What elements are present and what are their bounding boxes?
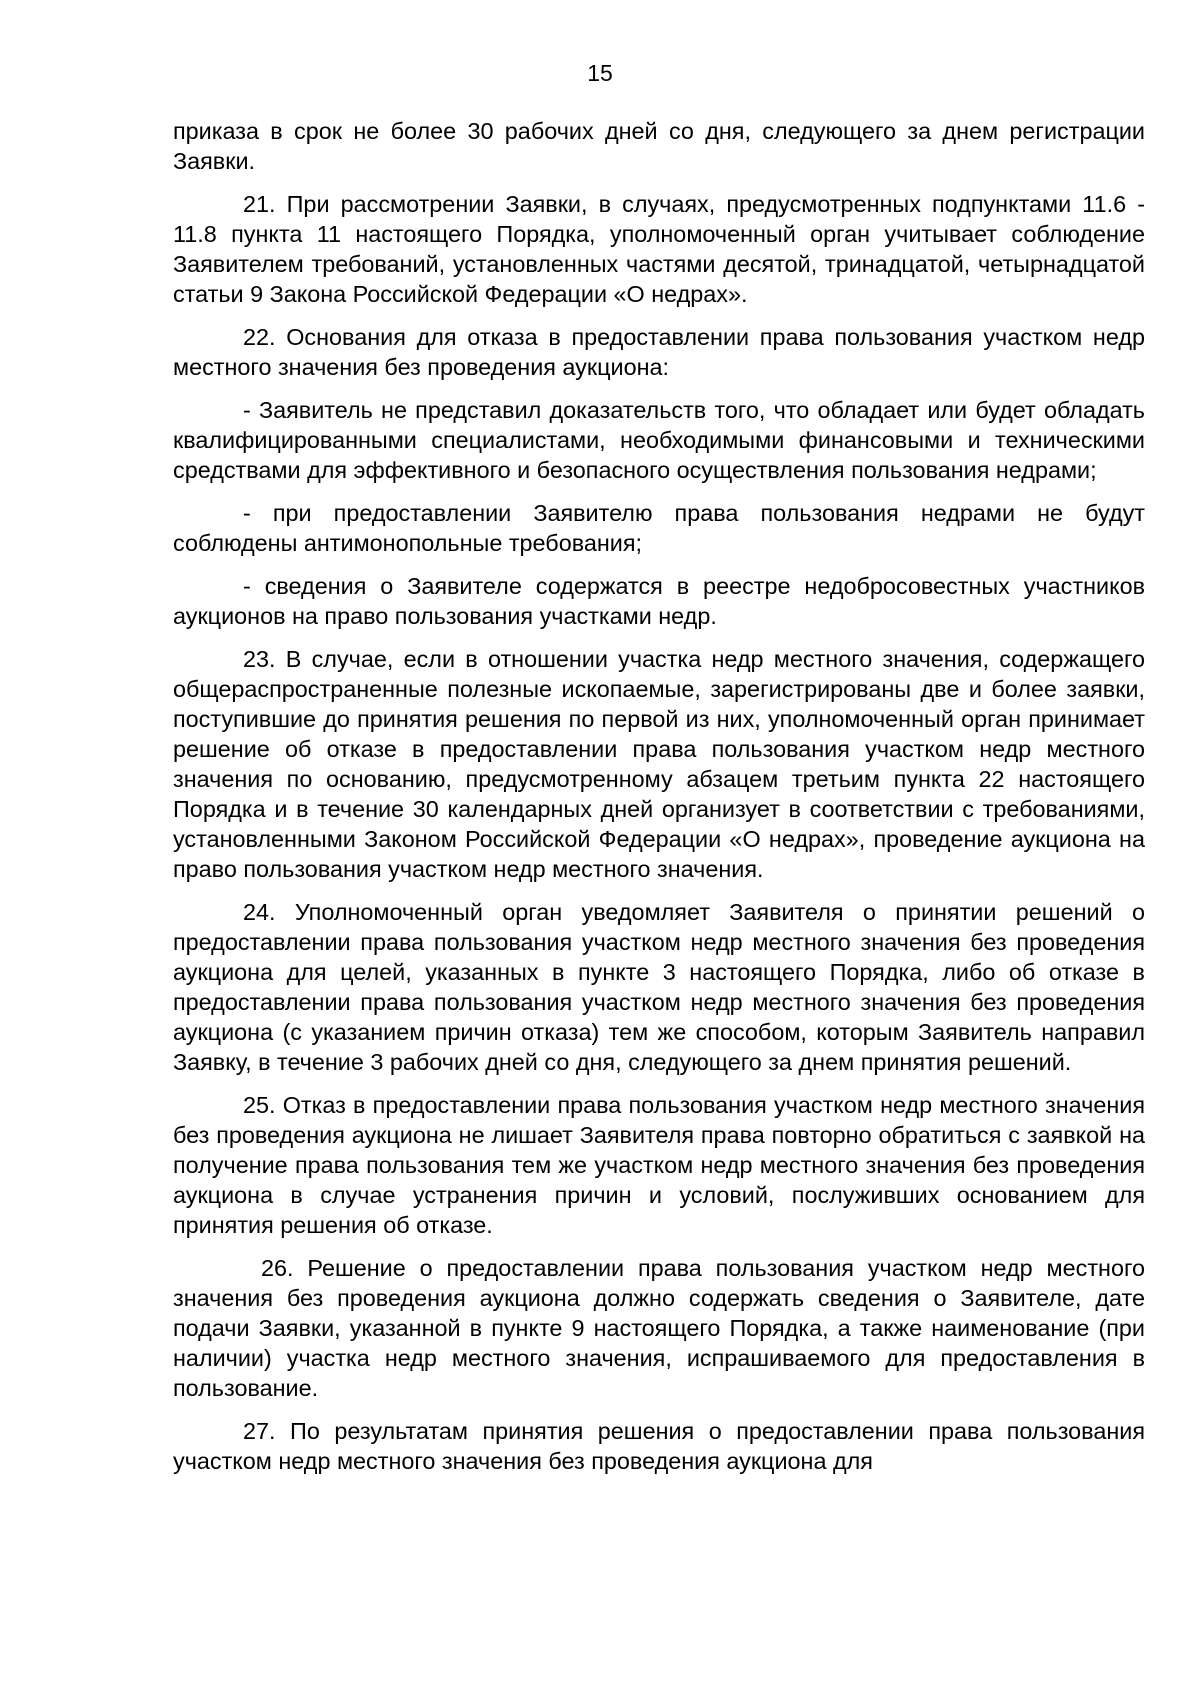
paragraph-27: 27. По результатам принятия решения о предоставлении права пользования участком недр местного значения без проведения аукциона для bbox=[173, 1418, 1145, 1474]
paragraph-23: 23. В случае, если в отношении участка недр местного значения, содержащего общераспространенные полезные ископаемые, зарегистрированы две и более заявки, поступившие до принятия решения по первой из них, уполномоченный орган принимает решение об отказе в предоставлении права пользования участком недр местного значения по основанию, предусмотренному абзацем третьим пункта 22 настоящего Порядка и в течение 30 календарных дней организует в соответствии с требованиями, установленными Законом Российской Федерации «О недрах», проведение аукциона на право пользования участком недр местного значения. bbox=[173, 646, 1145, 882]
paragraph-continuation: приказа в срок не более 30 рабочих дней со дня, следующего за днем регистрации Заявки. bbox=[173, 118, 1145, 174]
document-body bbox=[173, 116, 1145, 1489]
paragraph-21: 21. При рассмотрении Заявки, в случаях, предусмотренных подпунктами 11.6 - 11.8 пункта 11 настоящего Порядка, уполномоченный орган учитывает соблюдение Заявителем требований, установленных частями десятой, тринадцатой, четырнадцатой статьи 9 Закона Российской Федерации «О недрах». bbox=[173, 191, 1145, 307]
paragraph-22: 22. Основания для отказа в предоставлении права пользования участком недр местного значения без проведения аукциона: bbox=[173, 324, 1145, 380]
list-item-antimonopoly: - при предоставлении Заявителю права пользования недрами не будут соблюдены антимонопольные требования; bbox=[173, 500, 1145, 556]
list-item-registry: - сведения о Заявителе содержатся в реестре недобросовестных участников аукционов на право пользования участками недр. bbox=[173, 573, 1145, 629]
list-item-qualification: - Заявитель не представил доказательств того, что обладает или будет обладать квалифицированными специалистами, необходимыми финансовыми и техническими средствами для эффективного и безопасного осуществления пользования недрами; bbox=[173, 397, 1145, 483]
paragraph-25: 25. Отказ в предоставлении права пользования участком недр местного значения без проведения аукциона не лишает Заявителя права повторно обратиться с заявкой на получение права пользования тем же участком недр местного значения без проведения аукциона в случае устранения причин и условий, послуживших основанием для принятия решения об отказе. bbox=[173, 1092, 1145, 1238]
paragraph-24: 24. Уполномоченный орган уведомляет Заявителя о принятии решений о предоставлении права пользования участком недр местного значения без проведения аукциона для целей, указанных в пункте 3 настоящего Порядка, либо об отказе в предоставлении права пользования участком недр местного значения без проведения аукциона (с указанием причин отказа) тем же способом, которым Заявитель направил Заявку, в течение 3 рабочих дней со дня, следующего за днем принятия решений. bbox=[173, 899, 1145, 1075]
paragraph-26: 26. Решение о предоставлении права пользования участком недр местного значения без проведения аукциона должно содержать сведения о Заявителе, дате подачи Заявки, указанной в пункте 9 настоящего Порядка, а также наименование (при наличии) участка недр местного значения, испрашиваемого для предоставления в пользование. bbox=[173, 1255, 1145, 1401]
page-number: 15 bbox=[587, 60, 613, 86]
